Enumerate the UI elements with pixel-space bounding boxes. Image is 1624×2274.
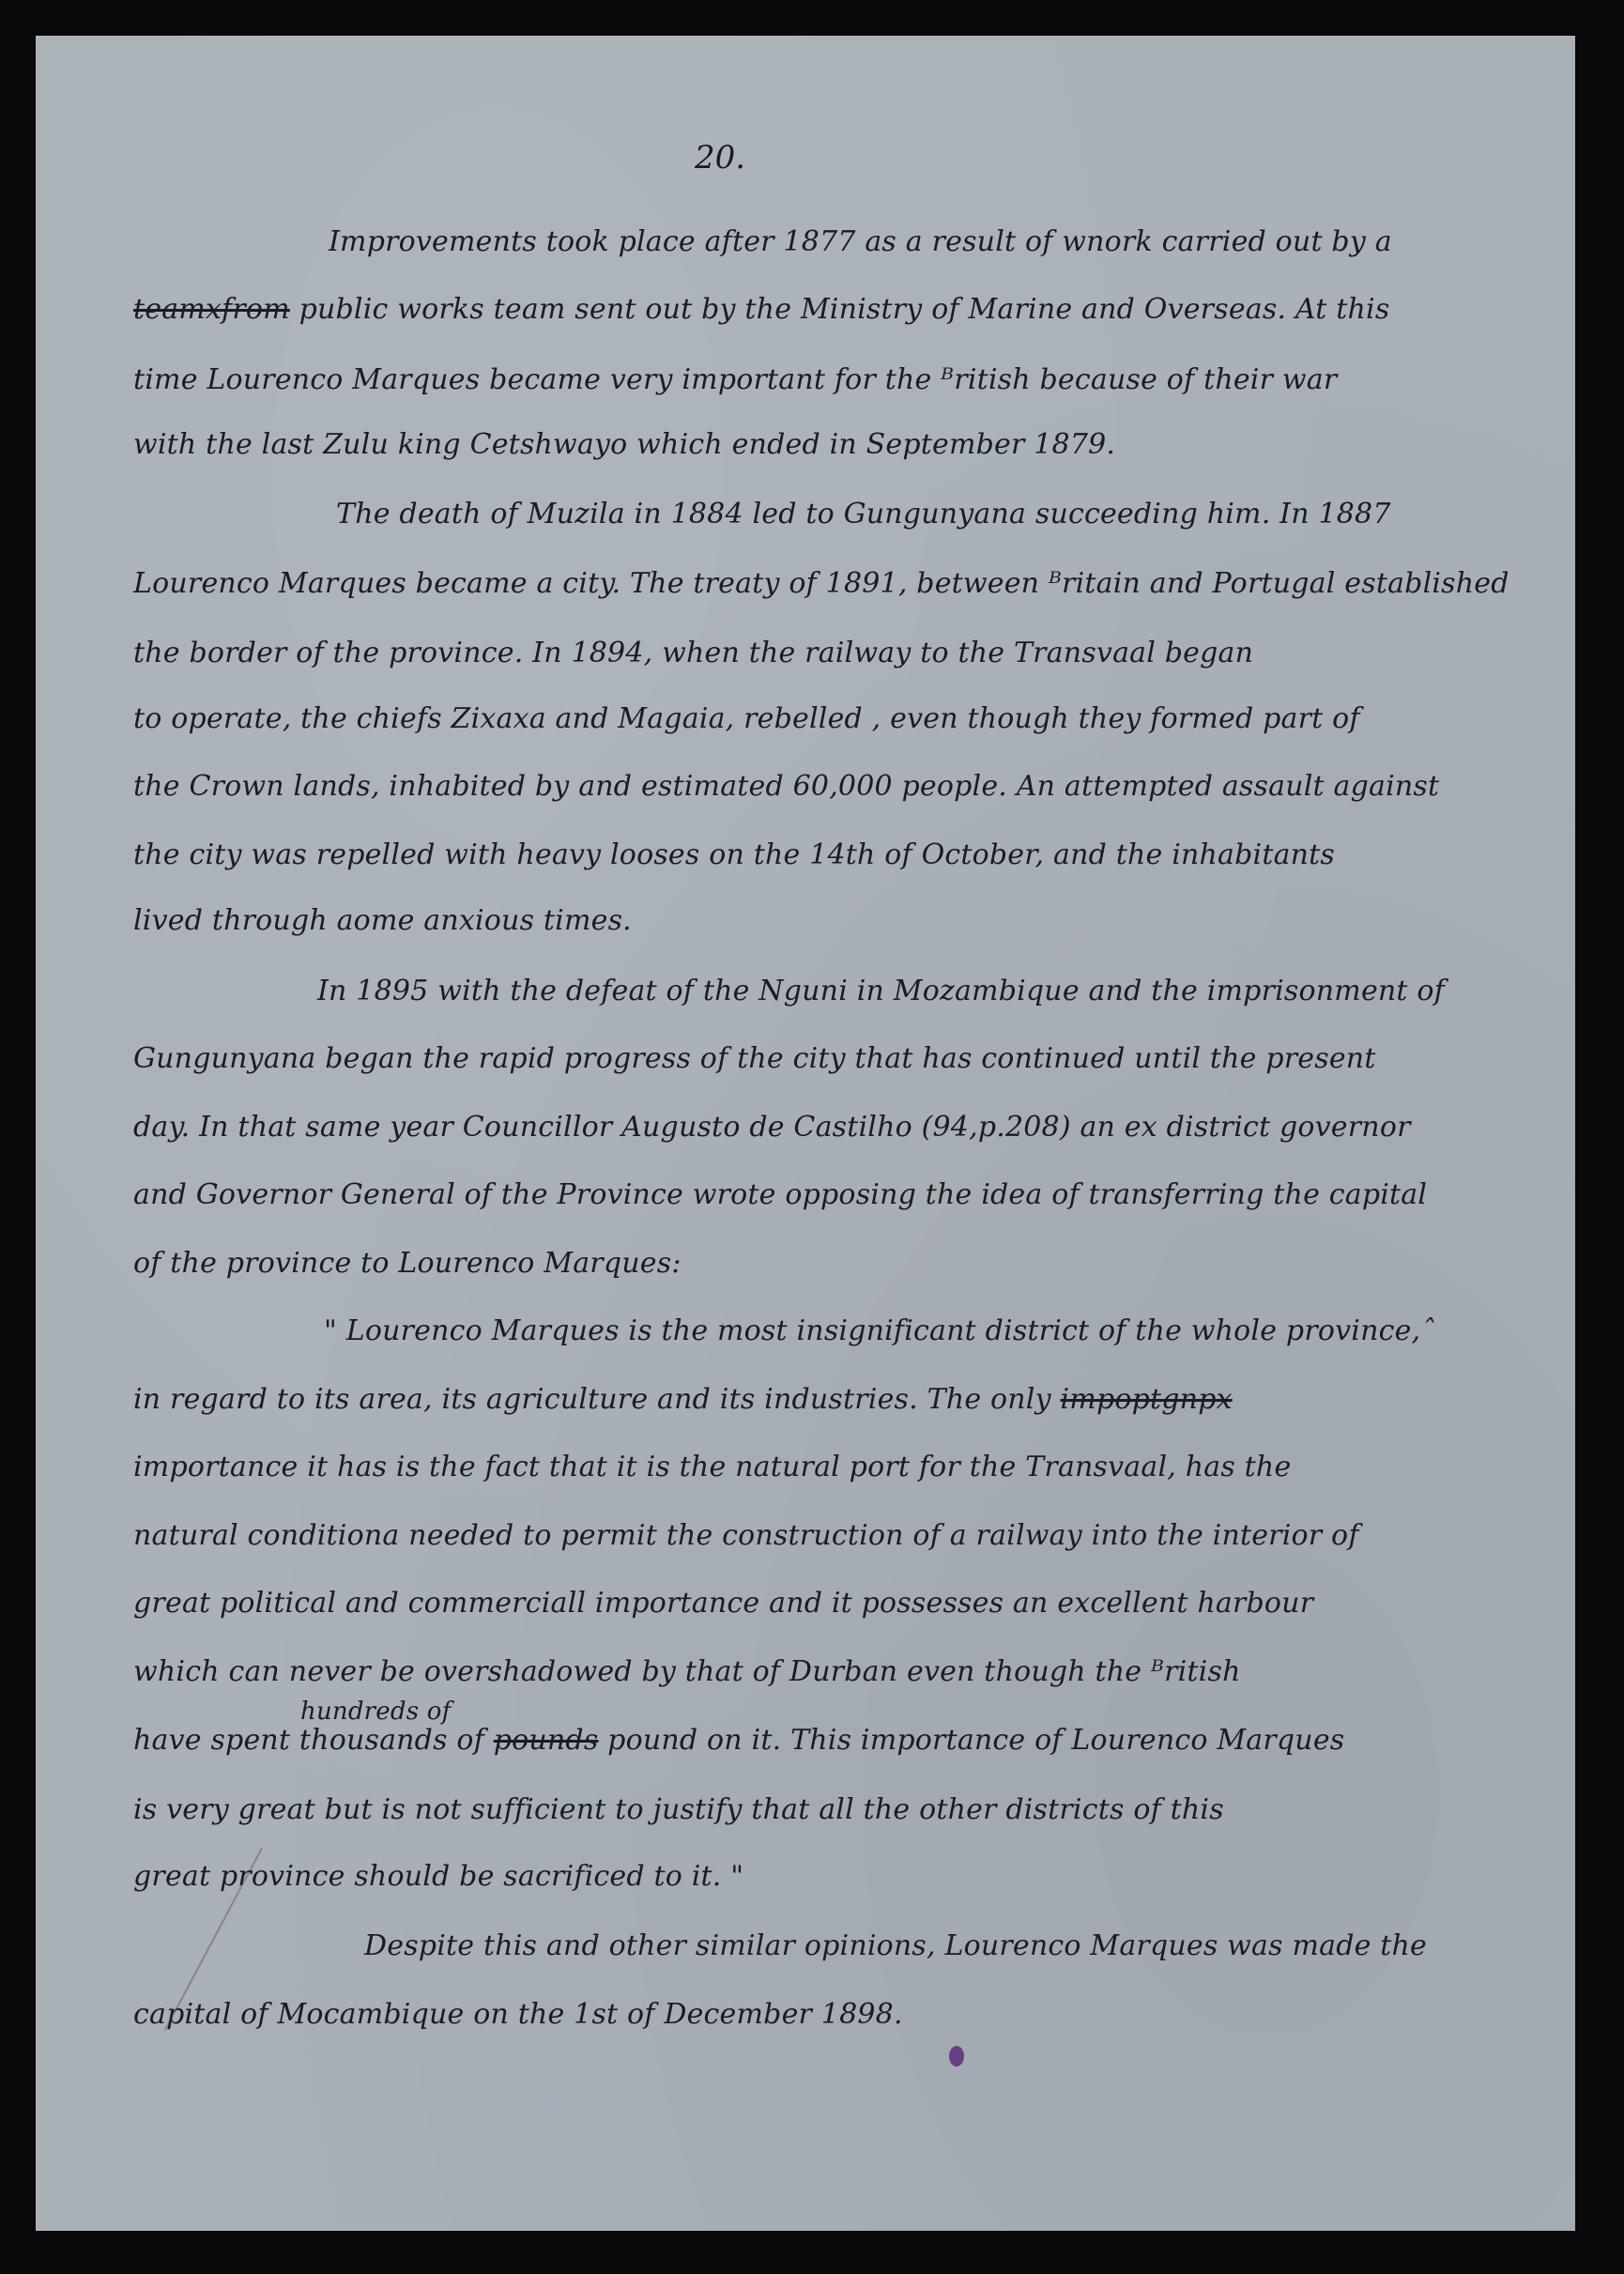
text-line: capital of Mocambique on the 1st of December 1898. — [133, 1998, 903, 2031]
text-line: day. In that same year Councillor Augusto de Castilho (94,p.208) an ex district governor — [133, 1111, 1411, 1144]
text-line: Improvements took place after 1877 as a result of wnork carried out by a — [329, 225, 1392, 258]
text-line: lived through aome anxious times. — [133, 904, 632, 937]
page-number: 20. — [695, 139, 746, 177]
interlinear-insertion: hundreds of — [300, 1698, 452, 1726]
text-line: which can never be overshadowed by that of Durban even though the ᴮritish — [133, 1655, 1241, 1688]
text-segment: public works team sent out by the Ministry of Marine and Overseas. At this — [289, 293, 1390, 326]
text-line: Despite this and other similar opinions, Lourenco Marques was made the — [364, 1929, 1428, 1962]
text-line: " Lourenco Marques is the most insignificant district of the whole province,ˆ — [324, 1314, 1435, 1347]
text-line: and Governor General of the Province wrote opposing the idea of transferring the capital — [133, 1178, 1428, 1211]
text-line: great political and commerciall importance and it possesses an excellent harbour — [133, 1587, 1314, 1620]
text-line: Gungunyana began the rapid progress of the city that has continued until the present — [133, 1042, 1376, 1075]
text-line — [133, 1724, 1344, 1757]
text-line: of the province to Lourenco Marques: — [133, 1247, 682, 1280]
text-line: Lourenco Marques became a city. The treaty of 1891, between ᴮritain and Portugal established — [133, 567, 1509, 600]
struck-out-text: pounds — [493, 1724, 599, 1757]
struck-out-text: teamxfrom — [133, 293, 290, 326]
text-segment: have spent thousands of — [133, 1724, 494, 1757]
text-line: with the last Zulu king Cetshwayo which ended in September 1879. — [133, 428, 1116, 461]
text-line: the city was repelled with heavy looses on the 14th of October, and the inhabitants — [133, 838, 1336, 871]
text-line: natural conditiona needed to permit the construction of a railway into the interior of — [133, 1519, 1359, 1552]
text-line: is very great but is not sufficient to justify that all the other districts of this — [133, 1793, 1224, 1826]
text-line: the border of the province. In 1894, when the railway to the Transvaal began — [133, 637, 1254, 669]
text-line — [133, 293, 1389, 326]
text-line: the Crown lands, inhabited by and estimated 60,000 people. An attempted assault against — [133, 770, 1440, 803]
text-segment: pound on it. This importance of Lourenco Marques — [598, 1724, 1345, 1757]
text-line: The death of Muzila in 1884 led to Gungunyana succeeding him. In 1887 — [336, 498, 1391, 530]
document-page — [36, 36, 1575, 2231]
text-segment: in regard to its area, its agriculture and its industries. The only — [133, 1383, 1061, 1416]
text-line — [133, 1383, 1233, 1416]
text-line: time Lourenco Marques became very important for the ᴮritish because of their war — [133, 363, 1338, 396]
text-line: great province should be sacrificed to it. " — [133, 1860, 744, 1893]
struck-out-text: impoptgnpx — [1060, 1383, 1233, 1416]
ink-blot — [949, 2046, 964, 2067]
text-line: to operate, the chiefs Zixaxa and Magaia, rebelled , even though they formed part of — [133, 702, 1360, 735]
text-line: importance it has is the fact that it is the natural port for the Transvaal, has the — [133, 1451, 1292, 1483]
text-line: In 1895 with the defeat of the Nguni in Mozambique and the imprisonment of — [317, 975, 1445, 1007]
